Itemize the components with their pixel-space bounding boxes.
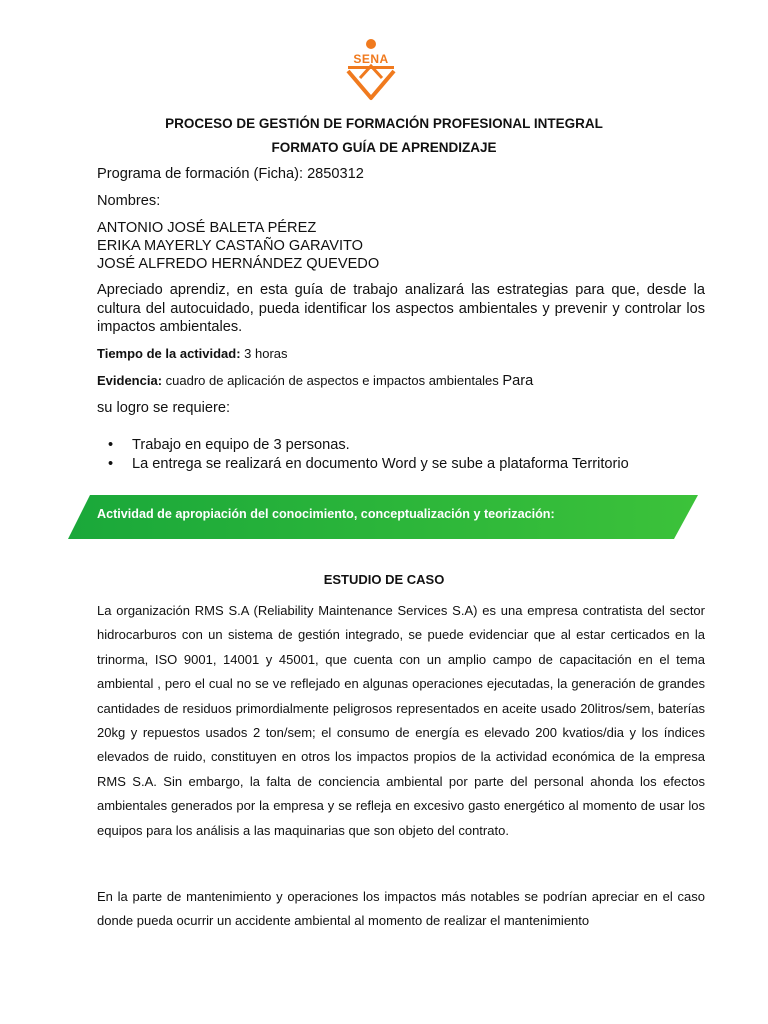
banner-text: Actividad de apropiación del conocimiento, conceptualización y teorización: bbox=[97, 507, 555, 521]
case-paragraph-2: En la parte de mantenimiento y operaciones los impactos más notables se podrían apreciar en el caso donde pueda ocurrir un accidente ambiental al momento de realizar el mantenimiento bbox=[97, 889, 705, 929]
list-item: • Trabajo en equipo de 3 personas. bbox=[108, 437, 350, 453]
logo-text: SENA bbox=[353, 52, 389, 66]
name-2: ERIKA MAYERLY CASTAÑO GARAVITO bbox=[97, 238, 363, 254]
case-title: ESTUDIO DE CASO bbox=[323, 572, 445, 587]
bullet-icon: • bbox=[108, 437, 114, 453]
program-line: Programa de formación (Ficha): 2850312 bbox=[97, 166, 364, 182]
evidence-label: Evidencia: bbox=[97, 373, 163, 388]
case-paragraph-1: La organización RMS S.A (Reliability Maintenance Services S.A) es una empresa contratista del sector hidrocarburos con un sistema de gestión integrado, se puede evidenciar que al estar certicados en la trinorma, ISO 9001, 14001 y 45001, que cuenta con un amplio campo de capacitación en el tema ambiental , pero el cual no se ve reflejado en algunas operaciones ejecutadas, la generación de grandes cantidades de residuos primordialmente peligrosos representados en aceite usado 20litros/sem, baterías 20kg y repuestos usados 2 ton/sem; el consumo de energía es elevado 200 kvatios/dia y los índices elevados de ruido, constituyen en otros los impactos propios de la actividad económica de la empresa RMS S.A. Sin embargo, la falta de conciencia ambiental por parte del personal ahonda los efectos ambientales generados por la empresa y se refleja en excesivo gasto energético al momento de usar los equipos para los análisis a las maquinarias que son objeto del contrato. bbox=[97, 603, 705, 838]
time-value: 3 horas bbox=[240, 346, 288, 361]
time-label: Tiempo de la actividad: bbox=[97, 346, 241, 361]
sena-figure-icon bbox=[340, 38, 402, 102]
list-item: • La entrega se realizará en documento Word y se sube a plataforma Territorio bbox=[108, 456, 629, 472]
document-subtitle: FORMATO GUÍA DE APRENDIZAJE bbox=[271, 140, 497, 155]
requirement-line: su logro se requiere: bbox=[97, 400, 231, 416]
name-3: JOSÉ ALFREDO HERNÁNDEZ QUEVEDO bbox=[97, 256, 380, 272]
bullet-icon: • bbox=[108, 456, 114, 472]
name-1: ANTONIO JOSÉ BALETA PÉREZ bbox=[97, 220, 317, 236]
document-title: PROCESO DE GESTIÓN DE FORMACIÓN PROFESIONAL INTEGRAL bbox=[165, 116, 603, 131]
evidence-value: cuadro de aplicación de aspectos e impactos ambientales bbox=[162, 373, 503, 388]
evidence-tail: Para bbox=[502, 373, 534, 389]
sena-logo bbox=[340, 38, 402, 102]
intro-paragraph: Apreciado aprendiz, en esta guía de trabajo analizará las estrategias para que, desde la cultura del autocuidado, pueda identificar los aspectos ambientales y prevenir y controlar los impactos ambientales. bbox=[97, 282, 705, 335]
evidence-line bbox=[97, 372, 705, 391]
activity-time bbox=[97, 345, 705, 364]
names-label: Nombres: bbox=[97, 193, 161, 209]
requirements-list bbox=[97, 436, 629, 474]
